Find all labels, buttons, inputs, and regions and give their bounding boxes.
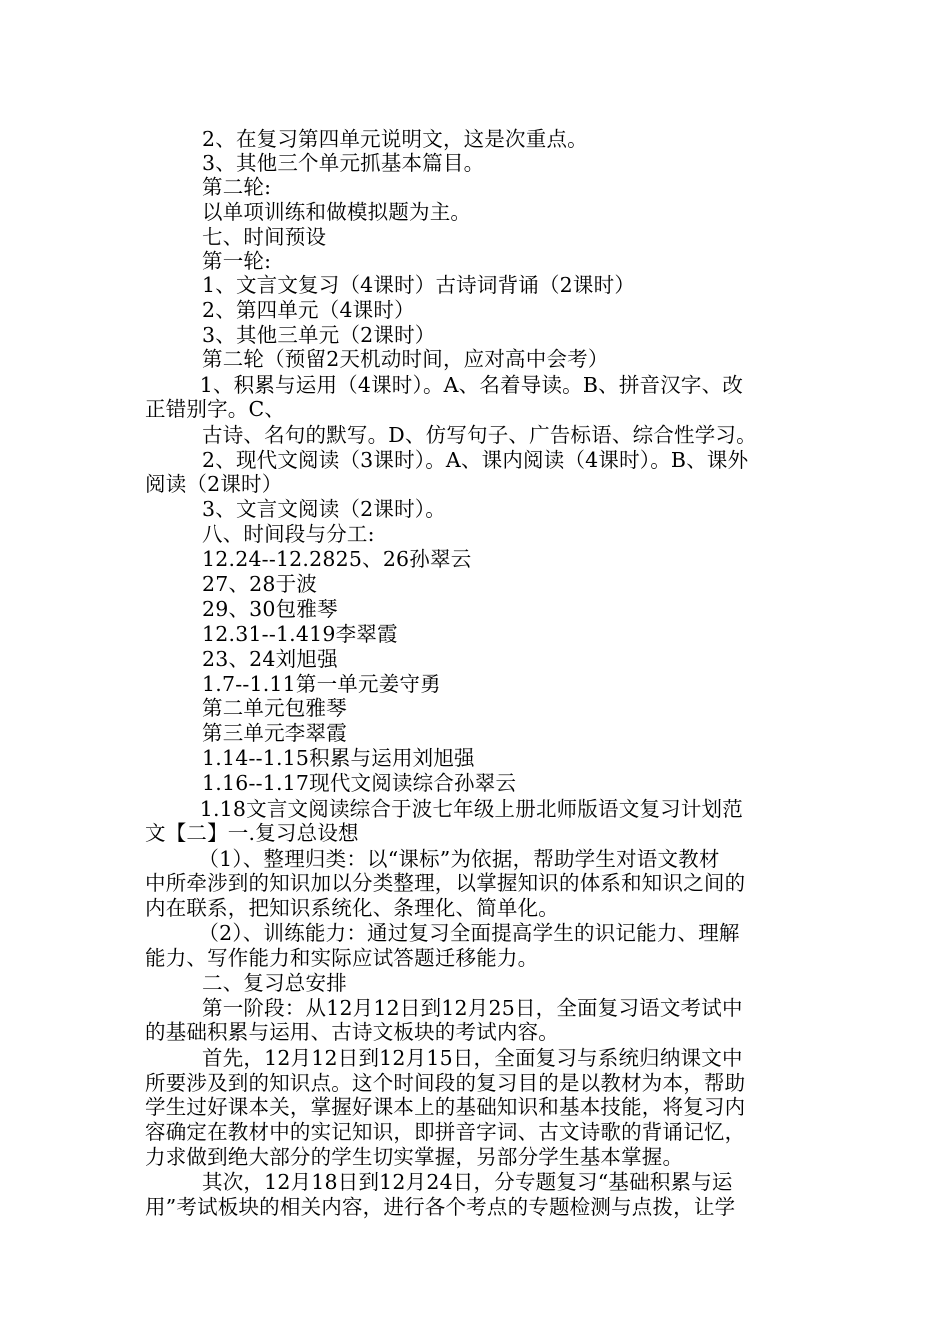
text-line: 力求做到绝大部分的学生切实掌握，另部分学生基本掌握。 [145, 1145, 684, 1169]
text-line: 第二单元包雅琴 [202, 696, 347, 720]
text-line: （1）、整理归类：以“课标”为依据，帮助学生对语文教材 [185, 847, 720, 871]
text-line: 以单项训练和做模拟题为主。 [202, 200, 472, 224]
text-line: 第一轮: [202, 249, 272, 273]
text-line: 29、30包雅琴 [202, 597, 338, 621]
text-line: 正错别字。C、 [145, 397, 286, 421]
text-line: （2）、训练能力：通过复习全面提高学生的识记能力、理解 [185, 921, 740, 945]
text-line: 27、28于波 [202, 572, 318, 596]
text-line: 学生过好课本关，掌握好课本上的基础知识和基本技能，将复习内 [145, 1095, 746, 1119]
text-line: 容确定在教材中的实记知识，即拼音字词、古文诗歌的背诵记忆， [145, 1120, 746, 1144]
text-line: 2、现代文阅读（3课时）。A、课内阅读（4课时）。B、课外 [202, 448, 749, 472]
text-line: 古诗、名句的默写。D、仿写句子、广告标语、综合性学习。 [202, 423, 757, 447]
text-line: 1、文言文复习（4课时）古诗词背诵（2课时） [202, 273, 636, 297]
text-line: 1.7--1.11第一单元姜守勇 [202, 672, 441, 696]
text-line: 2、第四单元（4课时） [202, 298, 415, 322]
text-line: 首先，12月12日到12月15日，全面复习与系统归纳课文中 [202, 1046, 743, 1070]
text-line: 其次，12月18日到12月24日，分专题复习“基础积累与运 [202, 1170, 733, 1194]
text-line: 阅读（2课时） [145, 472, 283, 496]
text-line: 3、其他三单元（2课时） [202, 323, 436, 347]
text-line: 12.31--1.419李翠霞 [202, 622, 398, 646]
text-line: 3、其他三个单元抓基本篇目。 [202, 151, 485, 175]
text-line: 1.18文言文阅读综合于波七年级上册北师版语文复习计划范 [193, 797, 743, 821]
text-line: 1、积累与运用（4课时）。A、名着导读。B、拼音汉字、改 [193, 373, 744, 397]
text-line: 第二轮（预留2天机动时间，应对高中会考） [202, 347, 609, 371]
text-line: 用”考试板块的相关内容，进行各个考点的专题检测与点拨，让学 [145, 1195, 736, 1219]
text-line: 1.14--1.15积累与运用刘旭强 [202, 746, 475, 770]
text-line: 内在联系，把知识系统化、条理化、简单化。 [145, 896, 559, 920]
text-line: 23、24刘旭强 [202, 647, 338, 671]
text-line: 第一阶段：从12月12日到12月25日，全面复习语文考试中 [202, 996, 743, 1020]
text-line: 的基础积累与运用、古诗文板块的考试内容。 [145, 1020, 559, 1044]
text-line: 文【二】一.复习总设想 [145, 821, 359, 845]
section-heading: 八、时间段与分工: [202, 522, 375, 546]
section-heading: 二、复习总安排 [202, 971, 347, 995]
text-line: 3、文言文阅读（2课时）。 [202, 497, 446, 521]
text-line: 第三单元李翠霞 [202, 721, 347, 745]
text-line: 12.24--12.2825、26孙翠云 [202, 547, 472, 571]
text-line: 所要涉及到的知识点。这个时间段的复习目的是以教材为本，帮助 [145, 1071, 746, 1095]
text-line: 第二轮: [202, 175, 272, 199]
text-line: 1.16--1.17现代文阅读综合孙翠云 [202, 771, 517, 795]
text-line: 能力、写作能力和实际应试答题迁移能力。 [145, 946, 539, 970]
text-line: 2、在复习第四单元说明文，这是次重点。 [202, 127, 588, 151]
text-line: 中所牵涉到的知识加以分类整理，以掌握知识的体系和知识之间的 [145, 871, 746, 895]
section-heading: 七、时间预设 [202, 225, 327, 249]
